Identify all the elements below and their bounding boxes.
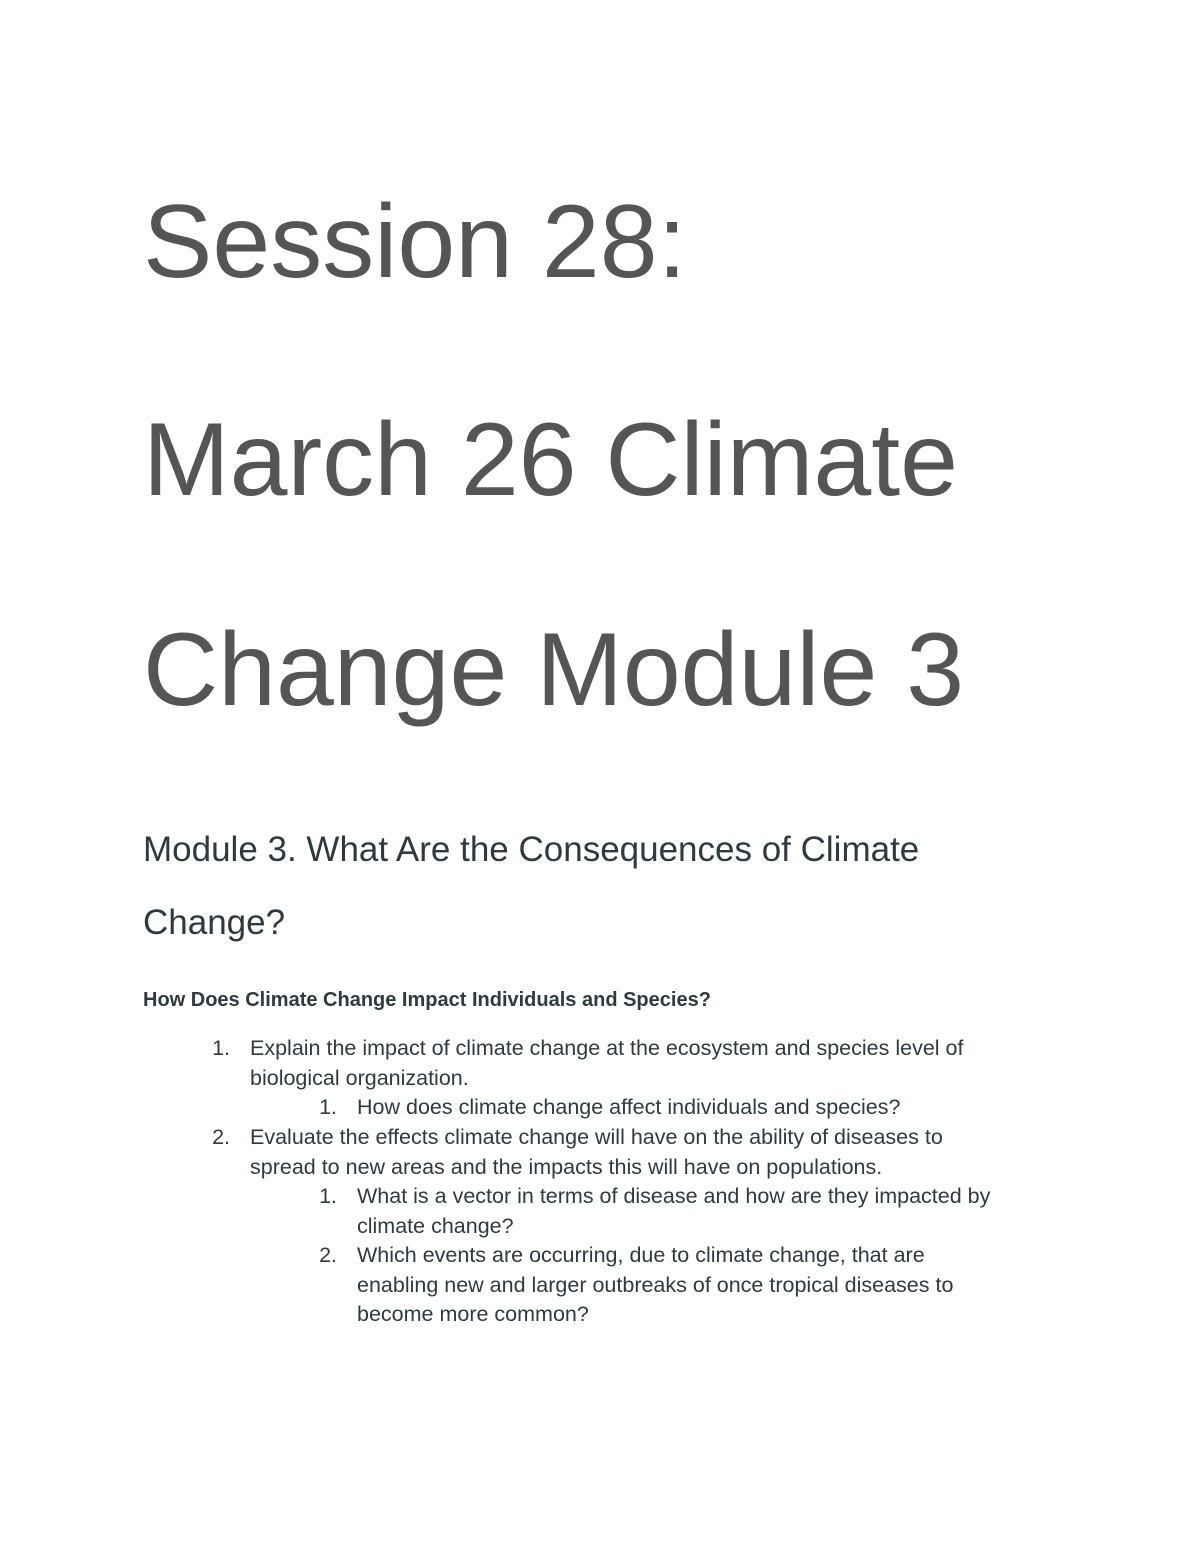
- sub-list-item-number: 1.: [319, 1095, 337, 1119]
- list-item-number: 1.: [212, 1036, 230, 1060]
- list-item-text: Evaluate the effects climate change will have on the ability of diseases to: [250, 1125, 943, 1149]
- sub-list-item-text: enabling new and larger outbreaks of once tropical diseases to: [357, 1272, 954, 1297]
- sub-list-item-text: How does climate change affect individuals and species?: [357, 1095, 901, 1119]
- list-item-number: 2.: [212, 1125, 230, 1149]
- section-heading: How Does Climate Change Impact Individuals and Species?: [143, 989, 711, 1011]
- title-line-1: Session 28:: [143, 184, 687, 300]
- sub-list-item-number: 2.: [319, 1243, 337, 1267]
- title-line-2: March 26 Climate: [143, 402, 958, 518]
- list-item-text: spread to new areas and the impacts this will have on populations.: [250, 1154, 883, 1179]
- module-heading-line-1: Module 3. What Are the Consequences of Climate: [143, 830, 920, 869]
- sub-list-item-text: become more common?: [357, 1302, 589, 1326]
- sub-list-item-text: climate change?: [357, 1213, 514, 1238]
- sub-list-item-number: 1.: [319, 1184, 337, 1208]
- list-item-text: biological organization.: [250, 1065, 469, 1090]
- sub-list-item-text: Which events are occurring, due to climate change, that are: [357, 1243, 925, 1267]
- list-item-text: Explain the impact of climate change at the ecosystem and species level of: [250, 1036, 964, 1060]
- title-line-3: Change Module 3: [143, 612, 965, 728]
- sub-list-item-text: What is a vector in terms of disease and how are they impacted by: [357, 1184, 991, 1208]
- module-heading-line-2: Change?: [143, 903, 286, 942]
